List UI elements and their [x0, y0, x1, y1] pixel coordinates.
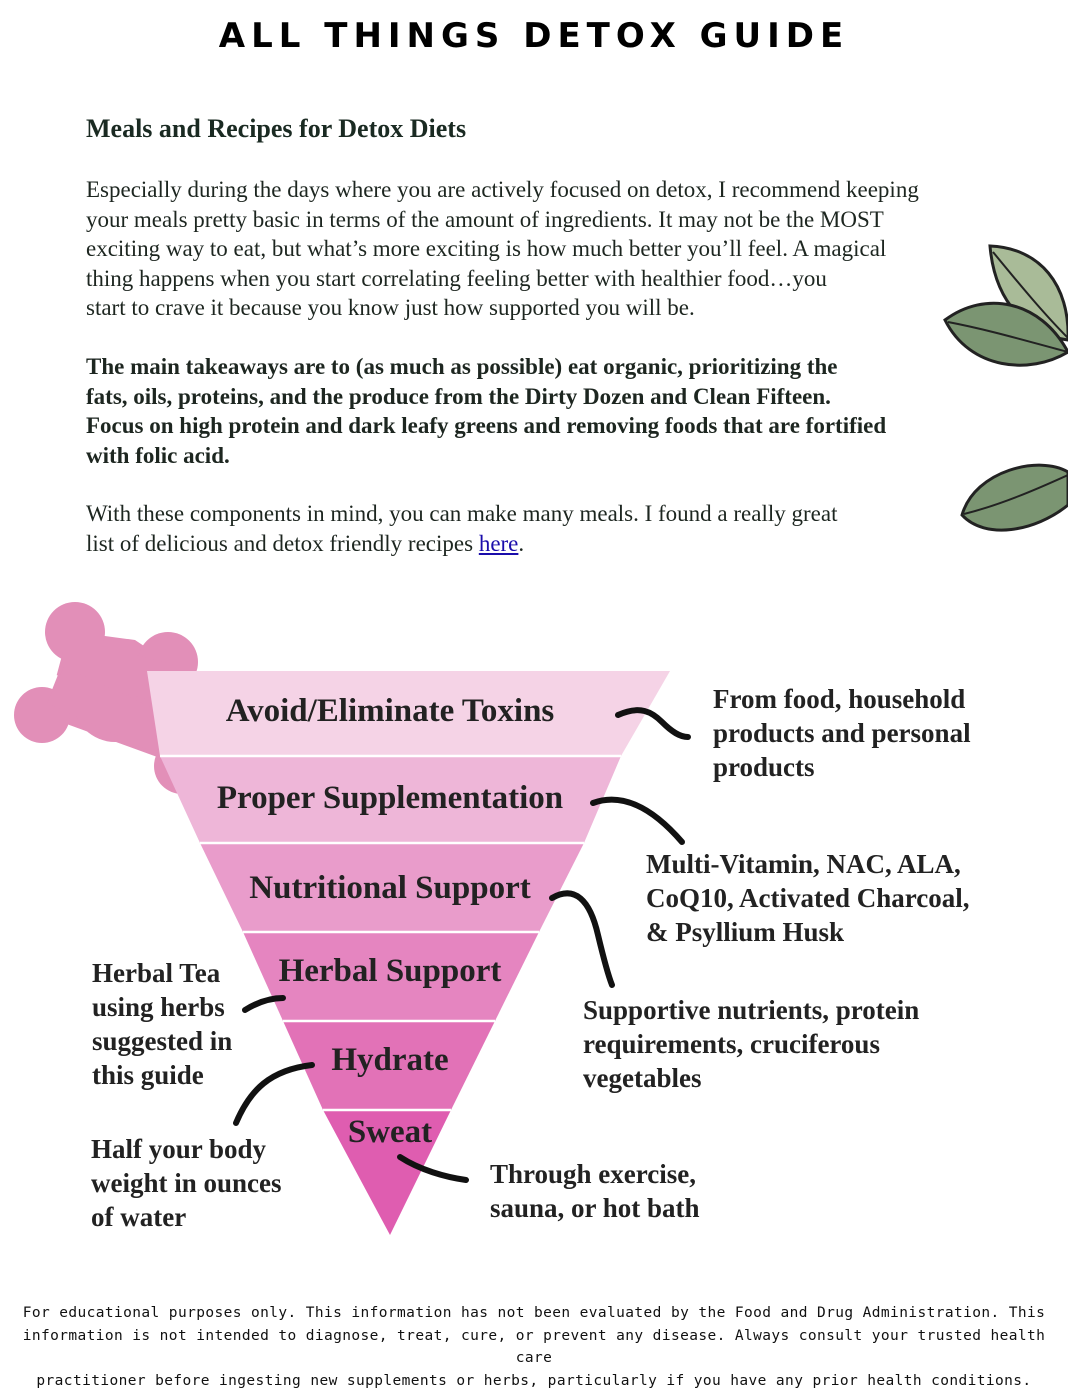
note-line: Herbal Tea [92, 956, 232, 990]
note-line: & Psyllium Husk [646, 915, 969, 949]
note-line: this guide [92, 1058, 232, 1092]
closing-line: With these components in mind, you can make many meals. I found a really great [86, 499, 976, 529]
note-sweat [490, 1157, 700, 1225]
note-nutritional [583, 993, 919, 1095]
note-line: sauna, or hot bath [490, 1191, 700, 1225]
tier-label-nutritional: Nutritional Support [180, 870, 600, 907]
note-line: suggested in [92, 1024, 232, 1058]
note-herbal [92, 956, 232, 1092]
note-line: weight in ounces [91, 1166, 282, 1200]
note-line: Supportive nutrients, protein [583, 993, 919, 1027]
closing-line [86, 529, 976, 559]
note-line: Through exercise, [490, 1157, 700, 1191]
intro-line: start to crave it because you know just how supported you will be. [86, 293, 976, 323]
intro-line: your meals pretty basic in terms of the amount of ingredients. It may not be the MOST [86, 205, 976, 235]
takeaway-line: The main takeaways are to (as much as possible) eat organic, prioritizing the [86, 352, 976, 382]
takeaways-paragraph [86, 352, 976, 470]
intro-line: exciting way to eat, but what’s more exciting is how much better you’ll feel. A magical [86, 234, 976, 264]
takeaway-line: fats, oils, proteins, and the produce from the Dirty Dozen and Clean Fifteen. [86, 382, 976, 412]
note-line: products [713, 750, 971, 784]
intro-paragraph [86, 175, 976, 323]
closing-paragraph [86, 499, 976, 558]
tier-label-herbal: Herbal Support [180, 953, 600, 990]
section-heading: Meals and Recipes for Detox Diets [86, 114, 466, 144]
note-hydrate [91, 1132, 282, 1234]
intro-line: thing happens when you start correlating feeling better with healthier food…you [86, 264, 976, 294]
page-title: ALL THINGS DETOX GUIDE [0, 16, 1068, 56]
disclaimer-line: For educational purposes only. This information has not been evaluated by the Food and Drug Administration. This [20, 1302, 1048, 1325]
tier-label-sweat: Sweat [180, 1114, 600, 1151]
tier-label-toxins: Avoid/Eliminate Toxins [180, 693, 600, 730]
intro-line: Especially during the days where you are actively focused on detox, I recommend keeping [86, 175, 976, 205]
closing-line-text: list of delicious and detox friendly recipes [86, 531, 479, 556]
note-line: requirements, cruciferous [583, 1027, 919, 1061]
note-line: using herbs [92, 990, 232, 1024]
note-line: Half your body [91, 1132, 282, 1166]
tier-label-hydrate: Hydrate [180, 1042, 600, 1079]
tier-label-supplementation: Proper Supplementation [180, 780, 600, 817]
note-line: CoQ10, Activated Charcoal, [646, 881, 969, 915]
note-supplementation [646, 847, 969, 949]
recipes-link[interactable]: here [479, 531, 519, 556]
leaf-icon [962, 465, 1068, 530]
note-line: Multi-Vitamin, NAC, ALA, [646, 847, 969, 881]
note-line: of water [91, 1200, 282, 1234]
closing-line-period: . [518, 531, 524, 556]
note-line: vegetables [583, 1061, 919, 1095]
note-line: products and personal [713, 716, 971, 750]
takeaway-line: with folic acid. [86, 441, 976, 471]
disclaimer-line: information is not intended to diagnose, treat, cure, or prevent any disease. Always consult your trusted health care [20, 1325, 1048, 1370]
takeaway-line: Focus on high protein and dark leafy greens and removing foods that are fortified [86, 411, 976, 441]
disclaimer [20, 1302, 1048, 1392]
note-toxins [713, 682, 971, 784]
note-line: From food, household [713, 682, 971, 716]
disclaimer-line: practitioner before ingesting new supplements or herbs, particularly if you have any prior health conditions. [20, 1370, 1048, 1392]
